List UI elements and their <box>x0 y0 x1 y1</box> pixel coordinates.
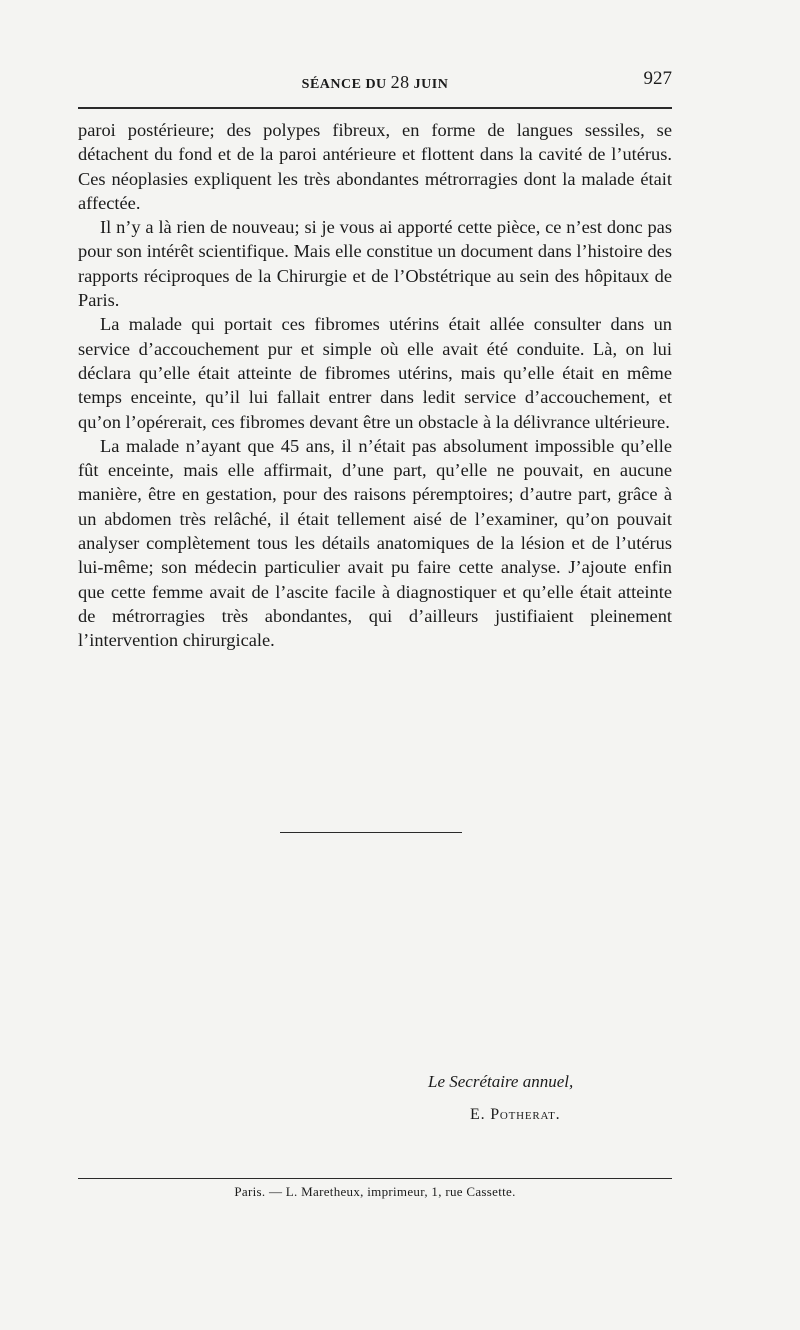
body-text <box>78 118 672 653</box>
section-end-rule <box>280 832 462 833</box>
running-head <box>78 72 672 93</box>
running-head-day: 28 <box>390 72 410 92</box>
signatory-initial: E. <box>470 1106 486 1123</box>
header-rule <box>78 107 672 109</box>
paragraph: Il n’y a là rien de nouveau; si je vous ai apporté cette pièce, ce n’est donc pas pour son intérêt scientifique. Mais elle constitue un document dans l’histoire des rapports réciproques de la Chirurgie et de l’Obstétrique au sein des hôpitaux de Paris. <box>78 217 672 311</box>
printer-imprint: Paris. — L. Maretheux, imprimeur, 1, rue Cassette. <box>234 1184 516 1199</box>
footer-rule <box>78 1178 672 1179</box>
signatory-surname: Potherat. <box>490 1106 561 1123</box>
signatory-name <box>470 1106 560 1124</box>
paragraph: La malade qui portait ces fibromes utérins était allée consulter dans un service d’accouchement pur et simple où elle avait été conduite. Là, on lui déclara qu’elle était atteinte de fibromes utérins, mais qu’elle était en même temps enceinte, qu’il lui fallait entrer dans ledit service d’accouchement, et qu’on l’opérerait, ces fibromes devant être un obstacle à la délivrance ultérieure. <box>78 314 672 432</box>
running-head-month: JUIN <box>413 77 449 92</box>
signatory-role: Le Secrétaire annuel, <box>428 1072 574 1091</box>
running-head-prefix: SÉANCE DU <box>301 77 387 92</box>
page-number: 927 <box>643 68 672 89</box>
page-header <box>78 64 672 100</box>
paragraph: La malade n’ayant que 45 ans, il n’était pas absolument impossible qu’elle fût enceinte, mais elle affirmait, d’une part, qu’elle ne pouvait, en aucune manière, être en gestation, pour des raisons péremptoires; d’autre part, grâce à un abdomen très relâché, il était tellement aisé de l’examiner, qu’on pouvait analyser complètement tous les détails anatomiques de la lésion et de l’utérus lui-même; son médecin particulier avait pu faire cette analyse. J’ajoute enfin que cette femme avait de l’ascite facile à diagnostiquer et qu’elle était atteinte de métrorragies très abondantes, qui d’ailleurs justifiaient pleinement l’intervention chirurgicale. <box>78 435 672 651</box>
paragraph-continued: paroi postérieure; des polypes fibreux, en forme de langues sessiles, se détachent du fond et de la paroi antérieure et flottent dans la cavité de l’utérus. Ces néoplasies expliquent les très abondantes métrorragies dont la malade était affectée. <box>78 120 672 213</box>
